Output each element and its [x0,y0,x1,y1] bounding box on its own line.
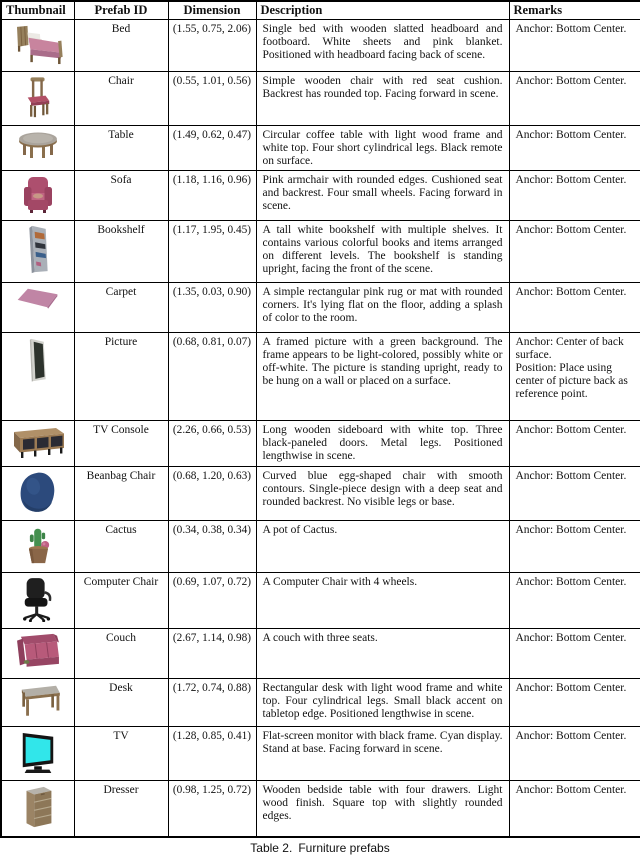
table-row [1,467,640,521]
dimension-cell: (1.18, 1.16, 0.96) [168,171,256,221]
remarks-cell [509,221,640,283]
table-row [1,20,640,72]
prefab-id-cell: Picture [74,333,168,421]
dimension-cell: (1.49, 0.62, 0.47) [168,126,256,171]
description-cell: Flat-screen monitor with black frame. Cyan display. Stand at base. Facing forward in scene. [256,727,509,781]
remarks-cell [509,333,640,421]
table-row [1,333,640,421]
table-body [1,20,640,838]
remark-line: Anchor: Bottom Center. [515,224,627,236]
remarks-cell [509,72,640,126]
dimension-cell: (0.34, 0.38, 0.34) [168,521,256,573]
dimension-cell: (1.28, 0.85, 0.41) [168,727,256,781]
remarks-cell [509,126,640,171]
thumbnail-cell [1,333,74,421]
sofa-thumbnail [21,174,55,214]
prefab-id-cell: Sofa [74,171,168,221]
prefab-id-cell: Carpet [74,283,168,333]
remark-line: Anchor: Bottom Center. [515,730,627,742]
description-cell: A pot of Cactus. [256,521,509,573]
chair-thumbnail [23,75,53,119]
remark-line: Position: Place using center of picture back as reference point. [515,362,628,400]
prefab-id-cell: Table [74,126,168,171]
thumbnail-cell [1,221,74,283]
remark-line: Anchor: Bottom Center. [515,23,627,35]
prefab-id-cell: Cactus [74,521,168,573]
table-row [1,171,640,221]
dimension-cell: (1.35, 0.03, 0.90) [168,283,256,333]
remarks-cell [509,20,640,72]
bookshelf-thumbnail [25,224,51,276]
cactus-thumbnail [21,524,55,566]
description-cell: Wooden bedside table with four drawers. Light wood finish. Square top with slightly rounded edges. [256,781,509,838]
thumbnail-cell [1,72,74,126]
table-row [1,283,640,333]
dresser-thumbnail [21,784,55,830]
beanbag-chair-thumbnail [17,470,59,514]
dimension-cell: (2.26, 0.66, 0.53) [168,421,256,467]
dimension-cell: (0.55, 1.01, 0.56) [168,72,256,126]
remark-line: Anchor: Bottom Center. [515,470,627,482]
table-row [1,629,640,679]
remarks-cell [509,467,640,521]
tv-thumbnail [18,730,58,774]
table-row [1,781,640,838]
prefab-id-cell: TV [74,727,168,781]
table-row [1,573,640,629]
description-cell: A tall white bookshelf with multiple shelves. It contains various colorful books and items arranged on different levels. The bookshelf is standing upright, facing the front of the scene. [256,221,509,283]
remark-line: Anchor: Bottom Center. [515,75,627,87]
prefab-id-cell: Beanbag Chair [74,467,168,521]
description-cell: Circular coffee table with light wood frame and white top. Four short cylindrical legs. Black remote on surface. [256,126,509,171]
dimension-cell: (0.68, 0.81, 0.07) [168,333,256,421]
header-description: Description [256,1,509,20]
dimension-cell: (2.67, 1.14, 0.98) [168,629,256,679]
table-row [1,727,640,781]
remarks-cell [509,283,640,333]
table-caption [0,838,640,855]
description-cell: Rectangular desk with light wood frame and white top. Four cylindrical legs. Small black accent on tabletop edge. Positioned lengthwise in scene. [256,679,509,727]
table-header [1,1,640,20]
thumbnail-cell [1,679,74,727]
thumbnail-cell [1,629,74,679]
thumbnail-cell [1,727,74,781]
table-row [1,126,640,171]
remarks-cell [509,679,640,727]
description-cell: A Computer Chair with 4 wheels. [256,573,509,629]
remarks-cell [509,171,640,221]
header-prefab-id: Prefab ID [74,1,168,20]
remark-line: Anchor: Bottom Center. [515,632,627,644]
dimension-cell: (0.98, 1.25, 0.72) [168,781,256,838]
dimension-cell: (1.17, 1.95, 0.45) [168,221,256,283]
remark-line: Anchor: Bottom Center. [515,784,627,796]
thumbnail-cell [1,467,74,521]
caption-label: Table 2. [250,841,293,855]
remark-line: Anchor: Bottom Center. [515,524,627,536]
couch-thumbnail [13,632,63,672]
remarks-cell [509,573,640,629]
remark-line: Anchor: Bottom Center. [515,129,627,141]
bed-thumbnail [10,23,66,65]
remark-line: Anchor: Bottom Center. [515,174,627,186]
table-row [1,221,640,283]
remark-line: Anchor: Center of back surface. [515,336,624,361]
prefab-id-cell: Bed [74,20,168,72]
description-cell: A couch with three seats. [256,629,509,679]
remark-line: Anchor: Bottom Center. [515,682,627,694]
remarks-cell [509,521,640,573]
dimension-cell: (0.68, 1.20, 0.63) [168,467,256,521]
header-row [1,1,640,20]
thumbnail-cell [1,283,74,333]
remarks-cell [509,629,640,679]
prefab-id-cell: Chair [74,72,168,126]
dimension-cell: (1.72, 0.74, 0.88) [168,679,256,727]
header-remarks: Remarks [509,1,640,20]
carpet-thumbnail [15,286,61,310]
description-cell: Single bed with wooden slatted headboard and footboard. White sheets and pink blanket. Positioned with headboard facing back of scene. [256,20,509,72]
tv-console-thumbnail [10,424,66,460]
prefab-id-cell: Couch [74,629,168,679]
thumbnail-cell [1,126,74,171]
remarks-cell [509,727,640,781]
table-row [1,421,640,467]
thumbnail-cell [1,781,74,838]
description-cell: A simple rectangular pink rug or mat with rounded corners. It's lying flat on the floor, adding a splash of color to the room. [256,283,509,333]
description-cell: Pink armchair with rounded edges. Cushioned seat and backrest. Four small wheels. Facing forward in scene. [256,171,509,221]
table-thumbnail [16,129,60,161]
thumbnail-cell [1,20,74,72]
thumbnail-cell [1,521,74,573]
table-row [1,72,640,126]
header-dimension: Dimension [168,1,256,20]
prefab-id-cell: Computer Chair [74,573,168,629]
remarks-cell [509,781,640,838]
thumbnail-cell [1,171,74,221]
picture-thumbnail [24,336,52,384]
computer-chair-thumbnail [20,576,56,622]
description-cell: A framed picture with a green background. The frame appears to be light-colored, possibly white or off-white. The picture is standing upright, ready to be hung on a wall or placed on a surface. [256,333,509,421]
table-row [1,521,640,573]
table-row [1,679,640,727]
description-cell: Simple wooden chair with red seat cushion. Backrest has rounded top. Facing forward in scene. [256,72,509,126]
description-cell: Long wooden sideboard with white top. Three black-paneled doors. Metal legs. Positioned lengthwise in scene. [256,421,509,467]
dimension-cell: (0.69, 1.07, 0.72) [168,573,256,629]
remarks-cell [509,421,640,467]
header-thumbnail: Thumbnail [1,1,74,20]
thumbnail-cell [1,573,74,629]
prefab-id-cell: TV Console [74,421,168,467]
description-cell: Curved blue egg-shaped chair with smooth contours. Single-piece design with a deep seat and rounded backrest. No visible legs or base. [256,467,509,521]
remark-line: Anchor: Bottom Center. [515,286,627,298]
caption-text: Furniture prefabs [298,841,390,855]
remark-line: Anchor: Bottom Center. [515,424,627,436]
prefab-id-cell: Bookshelf [74,221,168,283]
dimension-cell: (1.55, 0.75, 2.06) [168,20,256,72]
thumbnail-cell [1,421,74,467]
remark-line: Anchor: Bottom Center. [515,576,627,588]
prefab-id-cell: Dresser [74,781,168,838]
desk-thumbnail [14,682,62,720]
prefab-id-cell: Desk [74,679,168,727]
